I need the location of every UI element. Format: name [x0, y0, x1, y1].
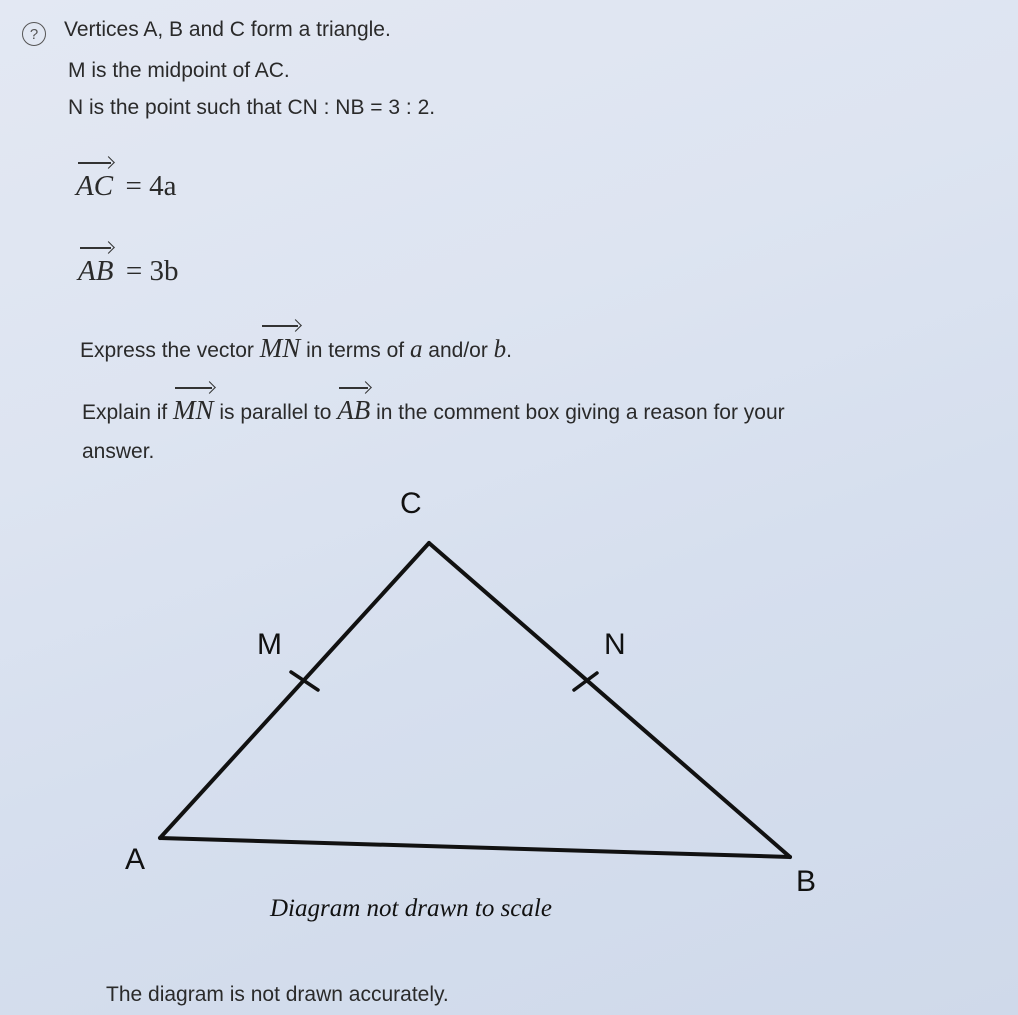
equation-ac-rhs: = 4a	[125, 170, 177, 202]
equation-ab-rhs: = 3b	[125, 255, 179, 287]
question-express-andor: and/or	[422, 339, 494, 362]
intro-line-3: N is the point such that CN : NB = 3 : 2.	[68, 96, 436, 119]
footer-note: The diagram is not drawn accurately.	[106, 983, 449, 1006]
side-ca	[160, 543, 429, 838]
diagram-caption: Diagram not drawn to scale	[270, 895, 552, 922]
question-express-mid: in terms of	[300, 339, 410, 362]
intro-line-2: M is the midpoint of AC.	[68, 59, 290, 82]
vector-mn-2: MN	[173, 395, 214, 425]
intro-line-1: Vertices A, B and C form a triangle.	[64, 18, 391, 41]
symbol-b: b	[493, 336, 507, 363]
symbol-a: a	[409, 336, 423, 363]
question-parallel-mid: is parallel to	[213, 401, 338, 424]
vertex-label-b: B	[796, 865, 817, 898]
help-circle-icon[interactable]: ?	[22, 22, 46, 46]
vector-ab: AB	[78, 255, 114, 287]
vertex-label-c: C	[400, 487, 422, 520]
point-label-m: M	[257, 628, 282, 661]
vertex-label-a: A	[125, 843, 146, 876]
question-parallel-line-2: answer.	[82, 440, 155, 463]
vector-ac: AC	[76, 170, 114, 202]
question-parallel-pre: Explain if	[82, 401, 174, 424]
vector-mn: MN	[259, 333, 301, 363]
point-label-n: N	[604, 628, 626, 661]
question-express-end: .	[506, 339, 513, 362]
side-ab	[160, 838, 790, 857]
side-cb	[429, 543, 790, 857]
question-parallel-post: in the comment box giving a reason for your	[370, 401, 785, 424]
vector-ab-2: AB	[337, 395, 371, 425]
question-express-pre: Express the vector	[80, 339, 260, 362]
